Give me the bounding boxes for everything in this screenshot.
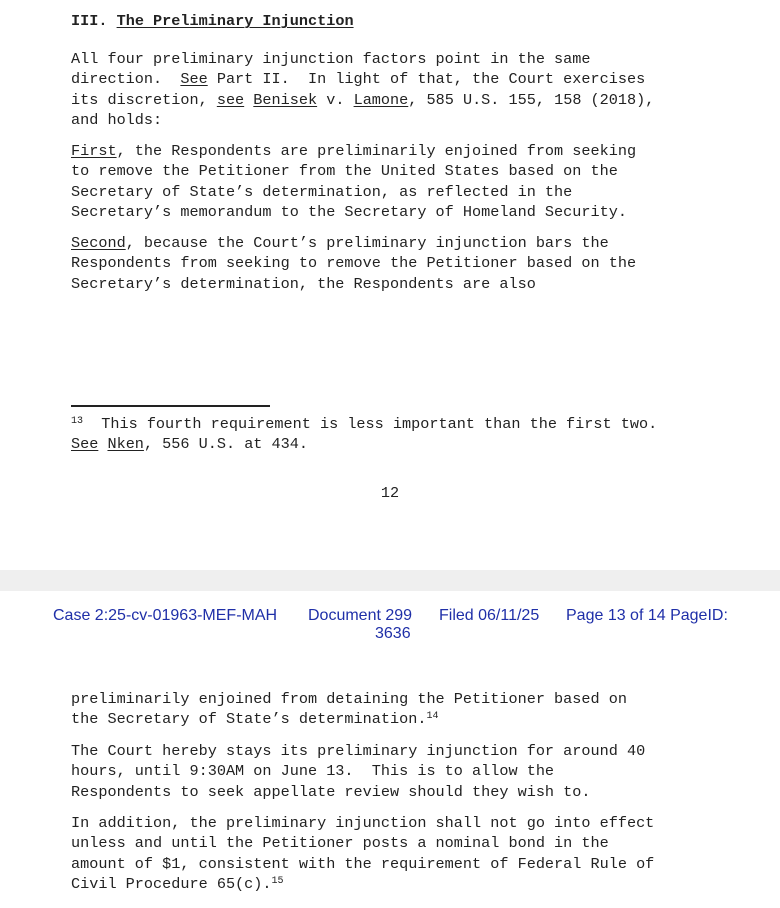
text-line: unless and until the Petitioner posts a nominal bond in the [71,834,609,853]
citation-signal-see: See [180,70,208,89]
citation-signal-see: see [216,90,245,109]
text-line: the Secretary of State’s determination. [71,710,427,729]
page-id: 3636 [375,625,411,642]
text-line: , 556 U.S. at 434. [143,435,308,454]
text-line: Part II. In light of that, the Court exercises [207,70,646,89]
text-line: hours, until 9:30AM on June 13. This is to allow the [71,762,555,781]
lead-word-second: Second [71,234,126,252]
page-separator [0,570,780,591]
paragraph-factors [71,49,654,130]
footnote-marker: 15 [271,875,284,887]
text-line: Secretary’s memorandum to the Secretary of Homeland Security. [71,202,627,221]
text-line: its discretion, [71,90,217,109]
text-line: Secretary of State’s determination, as reflected in the [71,182,573,201]
text-line: preliminarily enjoined from detaining the Petitioner based on [71,690,627,708]
paragraph-detaining [71,689,627,730]
case-number: Case 2:25-cv-01963-MEF-MAH [53,607,278,624]
page-number: 12 [380,484,400,502]
text-line: Secretary’s determination, the Respondents are also [71,274,536,293]
case-name-lamone: Lamone [353,90,409,109]
section-heading [71,12,354,30]
footnote-marker: 14 [426,711,439,723]
text-line: Respondents from seeking to remove the Petitioner based on the [71,254,637,273]
page-13 [0,591,780,908]
text-line: In addition, the preliminary injunction shall not go into effect [71,814,655,832]
text-line: Civil Procedure 65(c). [71,874,272,893]
case-name-benisek: Benisek [253,90,318,109]
footnote-13 [71,414,657,455]
paragraph-stay [71,741,645,802]
text-space [244,91,253,109]
paragraph-bond [71,813,654,894]
text-line: to remove the Petitioner from the United States based on the [71,162,618,181]
footnote-divider [71,405,270,407]
lead-word-first: First [71,142,117,160]
case-name-nken: Nken [107,435,144,454]
text-line: , because the Court’s preliminary injunction bars the [125,234,609,252]
filed-date: Filed 06/11/25 [439,607,540,624]
text-line: All four preliminary injunction factors point in the same [71,50,591,68]
section-title: The Preliminary Injunction [116,12,354,30]
text-line: amount of $1, consistent with the requirement of Federal Rule of [71,854,655,873]
text-line: v. [317,90,354,109]
text-line: , 585 U.S. 155, 158 (2018), [408,90,655,109]
paragraph-first [71,141,636,222]
text-line: direction. [71,70,181,89]
footnote-marker: 13 [71,416,84,427]
text-line: , the Respondents are preliminarily enjoined from seeking [116,142,637,160]
text-line: This fourth requirement is less important than the first two. [83,415,658,433]
citation-signal-see: See [71,435,99,454]
paragraph-second [71,233,636,294]
text-line: Respondents to seek appellate review should they wish to. [71,782,591,801]
text-line: and holds: [71,110,163,129]
document-number: Document 299 [308,607,413,624]
page-info: Page 13 of 14 PageID: [566,607,728,624]
section-number: III. [71,12,108,30]
text-line: The Court hereby stays its preliminary injunction for around 40 [71,742,646,760]
